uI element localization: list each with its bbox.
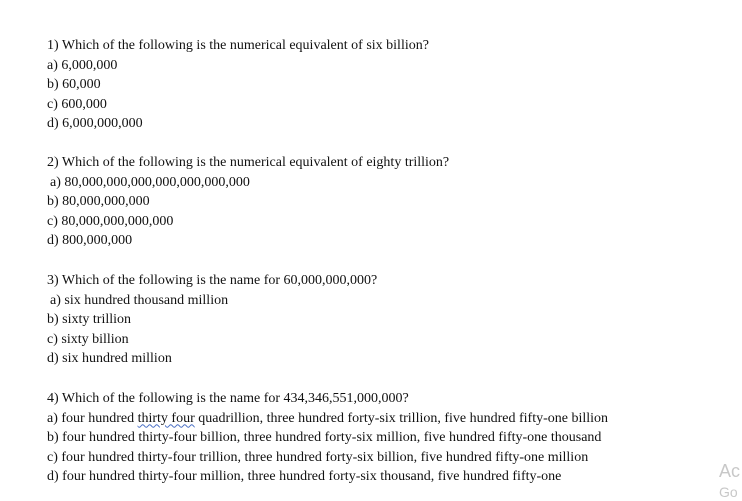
document-body bbox=[47, 36, 727, 487]
option-a: a) 80,000,000,000,000,000,000,000 bbox=[50, 174, 250, 190]
option-b: b) 60,000 bbox=[47, 77, 101, 93]
option-a bbox=[47, 409, 727, 429]
option-d: d) four hundred thirty-four million, three hundred forty-six thousand, five hundred fifty-one bbox=[47, 469, 562, 485]
option-a: a) 6,000,000 bbox=[47, 57, 118, 73]
spellcheck-flagged-text[interactable]: thirty four bbox=[137, 410, 195, 426]
question-text: 1) Which of the following is the numerical equivalent of six billion? bbox=[47, 38, 429, 53]
option-a-text-start: a) four hundred bbox=[47, 410, 138, 426]
question-text: 4) Which of the following is the name for 434,346,551,000,000? bbox=[47, 390, 409, 406]
question-1 bbox=[47, 36, 727, 134]
option-a-text-end: quadrillion, three hundred forty-six trillion, five hundred fifty-one billion bbox=[194, 410, 609, 426]
option-c: c) sixty billion bbox=[47, 331, 129, 347]
option-b: b) sixty trillion bbox=[47, 312, 131, 328]
option-b: b) 80,000,000,000 bbox=[47, 194, 150, 210]
option-a: a) six hundred thousand million bbox=[50, 292, 229, 308]
option-b: b) four hundred thirty-four billion, three hundred forty-six million, five hundred fifty-one thousand bbox=[47, 430, 602, 446]
option-d: d) 6,000,000,000 bbox=[47, 116, 143, 132]
activate-watermark-line1: Ac bbox=[719, 461, 741, 481]
option-c: c) 600,000 bbox=[47, 96, 107, 112]
option-d: d) six hundred million bbox=[47, 351, 172, 367]
option-c: c) 80,000,000,000,000 bbox=[47, 213, 174, 229]
option-d: d) 800,000,000 bbox=[47, 233, 133, 249]
question-text: 2) Which of the following is the numerical equivalent of eighty trillion? bbox=[47, 154, 450, 170]
question-2 bbox=[47, 153, 727, 251]
question-3 bbox=[47, 271, 727, 369]
option-c: c) four hundred thirty-four trillion, three hundred forty-six billion, five hundred fifty-one million bbox=[47, 449, 589, 465]
question-text: 3) Which of the following is the name for 60,000,000,000? bbox=[47, 272, 378, 288]
activate-watermark-line2: Go bbox=[719, 484, 738, 500]
question-4 bbox=[47, 389, 727, 487]
